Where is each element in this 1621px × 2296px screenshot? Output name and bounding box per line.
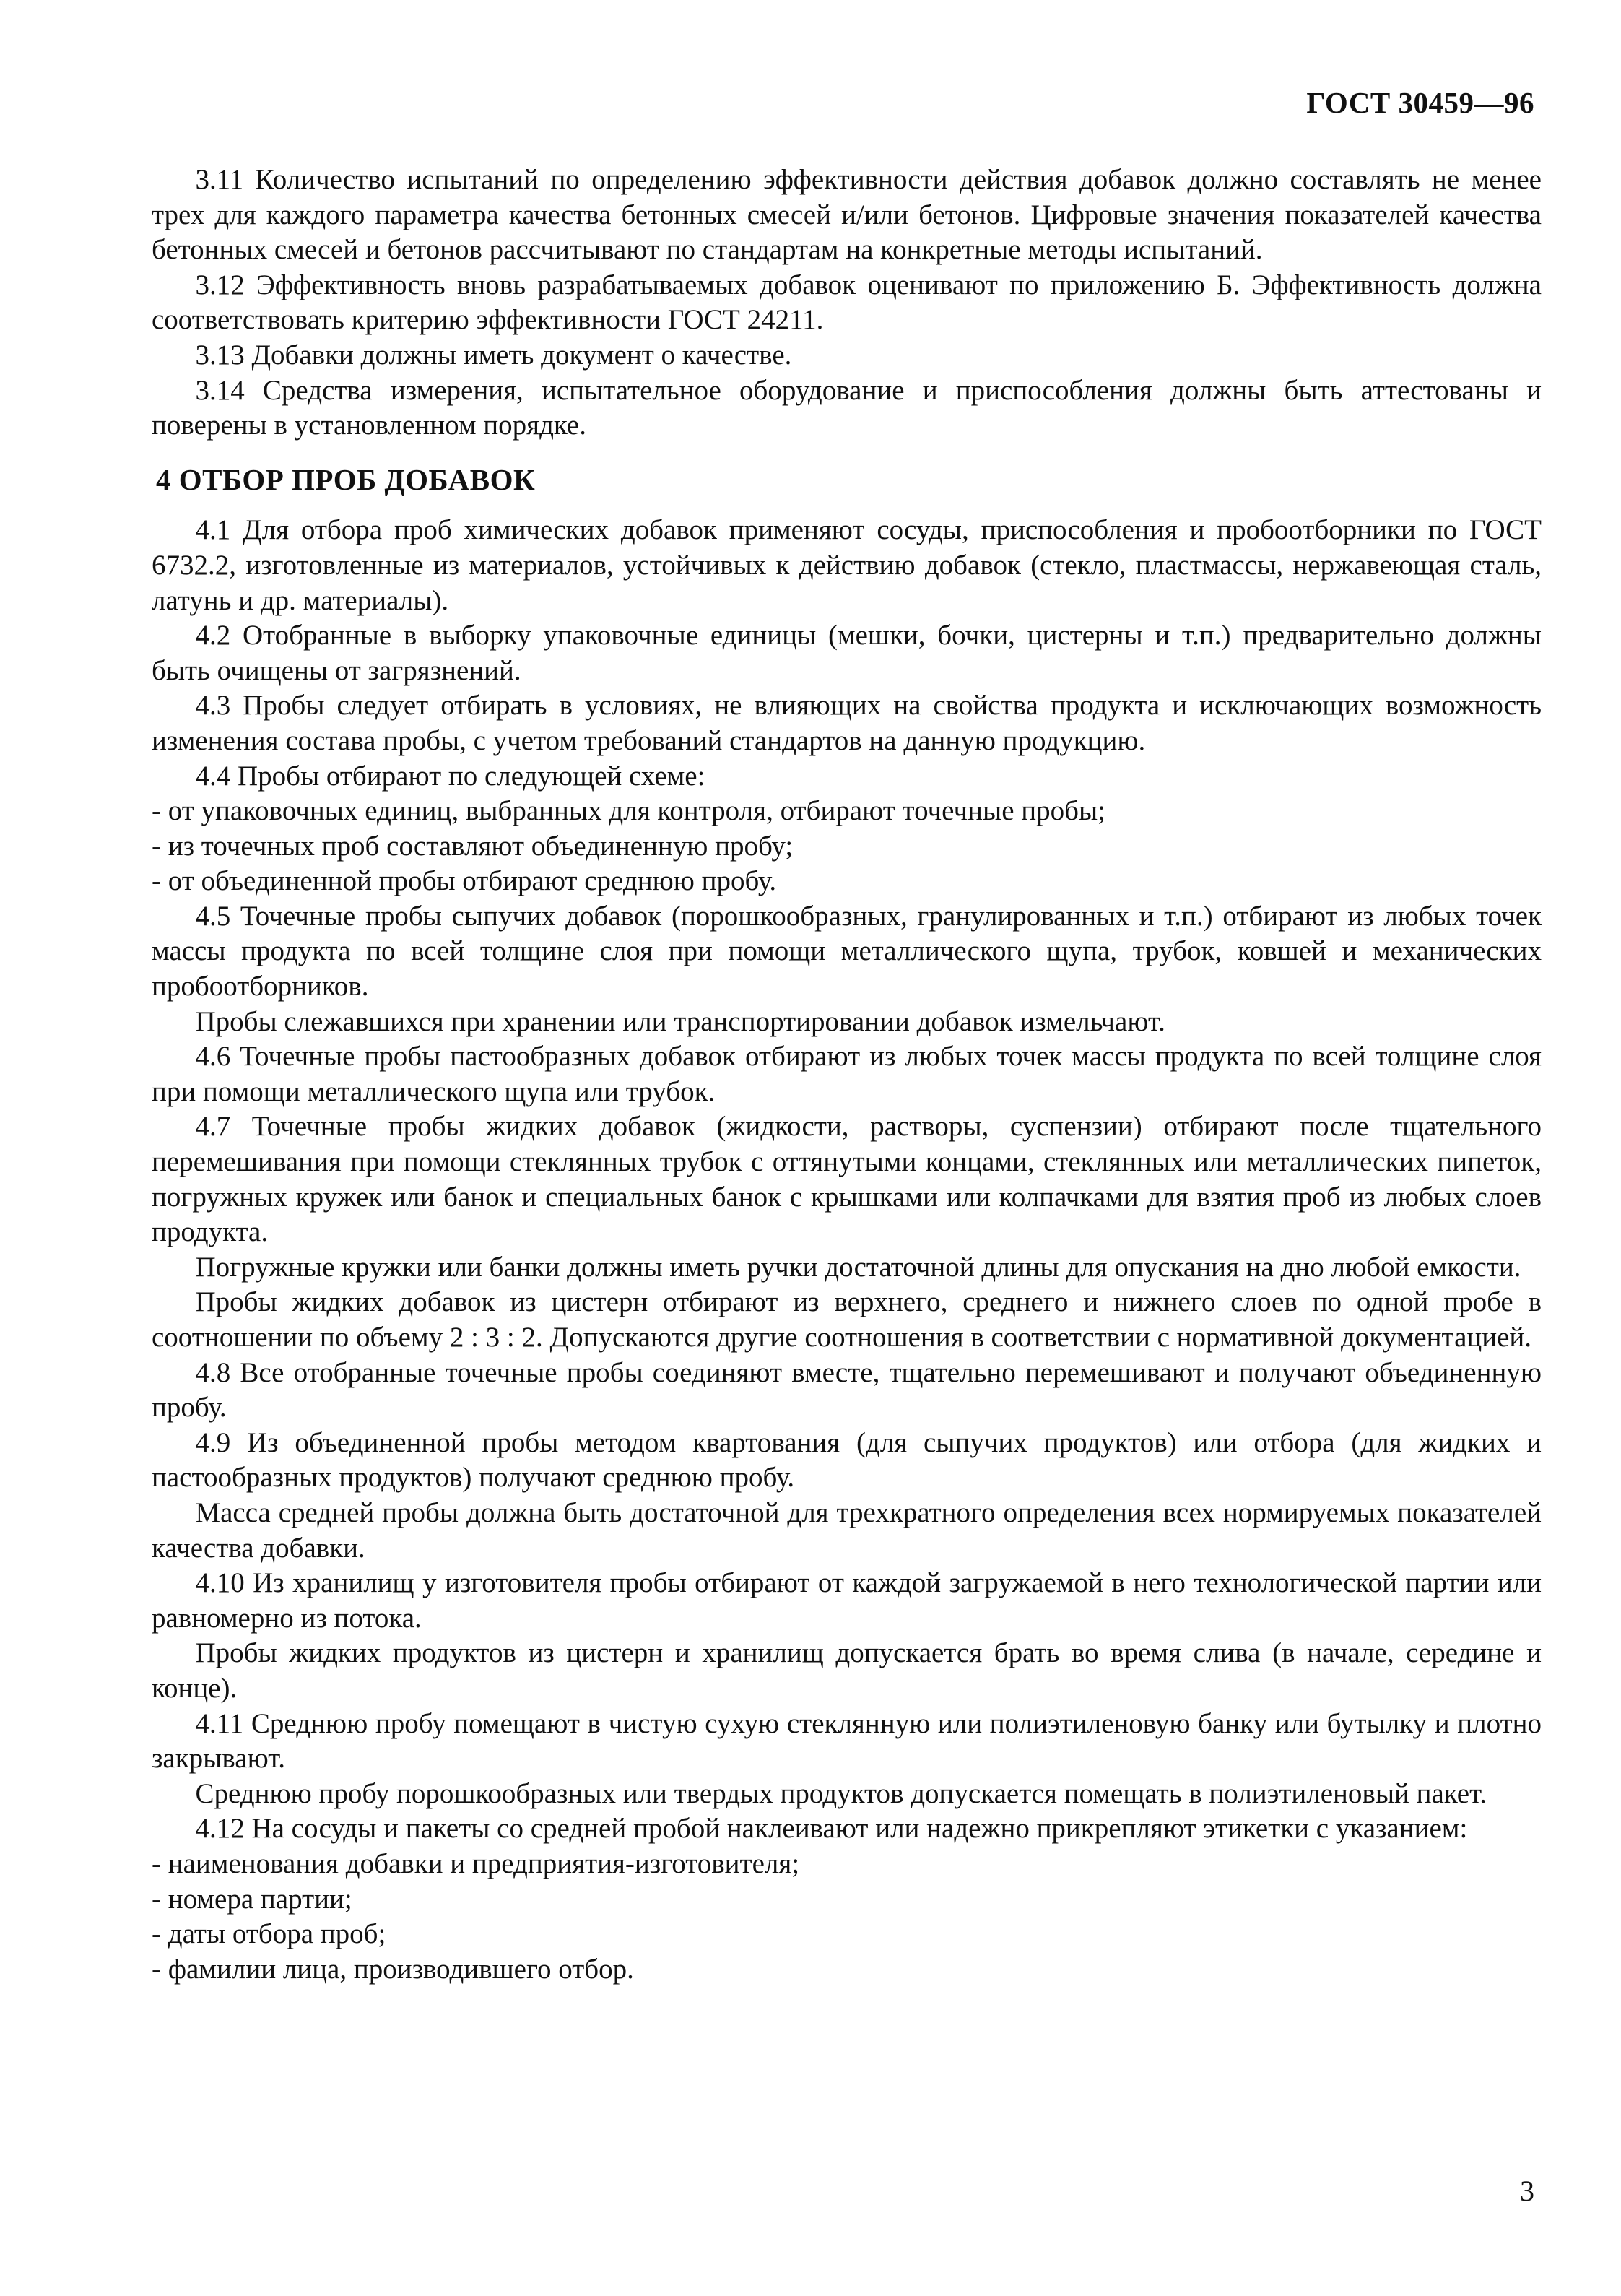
list-item: - фамилии лица, производившего отбор. [152,1953,634,1985]
clause-4-5: 4.5 Точечные пробы сыпучих добавок (порошкообразных, гранулированных и т.п.) отбирают из любых точек массы продукта по всей толщине слоя при помощи металлического щупа, трубок, ковшей и механических пробоотборников. [152,900,1542,1002]
list-item: - номера партии; [152,1883,352,1915]
list-item: - даты отбора проб; [152,1918,386,1950]
list-item: - наименования добавки и предприятия-изготовителя; [152,1847,800,1879]
clause-4-9-paragraph: Масса средней пробы должна быть достаточной для трехкратного определения всех нормируемых показателей качества добавки. [152,1496,1542,1564]
clause-4-8: 4.8 Все отобранные точечные пробы соединяют вместе, тщательно перемешивают и получают объединенную пробу. [152,1356,1542,1424]
clause-3-14: 3.14 Средства измерения, испытательное оборудование и приспособления должны быть аттестованы и поверены в установленном порядке. [152,374,1542,441]
clause-4-7-paragraph-c: Пробы жидких добавок из цистерн отбирают из верхнего, среднего и нижнего слоев по одной пробе в соотношении по объему 2 : 3 : 2. Допускаются другие соотношения в соответствии с нормативной документацией. [152,1286,1542,1353]
clause-4-11: 4.11 Среднюю пробу помещают в чистую сухую стеклянную или полиэтиленовую банку или бутылку и плотно закрывают. [152,1707,1542,1775]
clause-3-11: 3.11 Количество испытаний по определению эффективности действия добавок должно составлять не менее трех для каждого параметра качества бетонных смесей и/или бетонов. Цифровые значения показателей качества бетонных смесей и бетонов рассчитывают по стандартам на конкретные методы испытаний. [152,164,1542,266]
section-4-heading: 4 ОТБОР ПРОБ ДОБАВОК [156,462,536,496]
clause-4-12: 4.12 На сосуды и пакеты со средней пробой наклеивают или надежно прикрепляют этикетки с указанием: [195,1813,1468,1845]
clause-4-3: 4.3 Пробы следует отбирать в условиях, не влияющих на свойства продукта и исключающих возможность изменения состава пробы, с учетом требований стандартов на данную продукцию. [152,690,1542,756]
clause-4-2: 4.2 Отобранные в выборку упаковочные единицы (мешки, бочки, цистерны и т.п.) предварительно должны быть очищены от загрязнений. [152,620,1542,686]
page-body [152,163,1542,1987]
clause-4-11-paragraph: Среднюю пробу порошкообразных или твердых продуктов допускается помещать в полиэтиленовый пакет. [195,1777,1487,1809]
clause-4-10: 4.10 Из хранилищ у изготовителя пробы отбирают от каждой загружаемой в него технологической партии или равномерно из потока. [152,1567,1542,1634]
clause-4-7-paragraph-b: Погружные кружки или банки должны иметь ручки достаточной длины для опускания на дно любой емкости. [195,1251,1521,1283]
clause-4-4: 4.4 Пробы отбирают по следующей схеме: [195,760,705,792]
list-item: - от объединенной пробы отбирают среднюю пробу. [152,865,777,897]
clause-3-13: 3.13 Добавки должны иметь документ о качестве. [195,339,792,371]
clause-4-7: 4.7 Точечные пробы жидких добавок (жидкости, растворы, суспензии) отбирают после тщательного перемешивания при помощи стеклянных трубок с оттянутыми концами, стеклянных или металлических пипеток, погружных кружек или банок и специальных банок с крышками или колпачками для взятия проб из любых слоев продукта. [152,1111,1542,1248]
page-number: 3 [1520,2175,1534,2207]
clause-3-12: 3.12 Эффективность вновь разрабатываемых добавок оценивают по приложению Б. Эффективность должна соответствовать критерию эффективности ГОСТ 24211. [152,269,1542,336]
list-item: - из точечных проб составляют объединенную пробу; [152,830,794,862]
clause-4-6: 4.6 Точечные пробы пастообразных добавок отбирают из любых точек массы продукта по всей толщине слоя при помощи металлического щупа или трубок. [152,1041,1542,1107]
list-item: - от упаковочных единиц, выбранных для контроля, отбирают точечные пробы; [152,795,1106,827]
standard-number-header: ГОСТ 30459—96 [1306,86,1534,119]
clause-4-9: 4.9 Из объединенной пробы методом квартования (для сыпучих продуктов) или отбора (для жидких и пастообразных продуктов) получают среднюю пробу. [152,1426,1542,1494]
clause-4-5-paragraph: Пробы слежавшихся при хранении или транспортировании добавок измельчают. [195,1005,1165,1037]
clause-4-1: 4.1 Для отбора проб химических добавок применяют сосуды, приспособления и пробоотборники по ГОСТ 6732.2, изготовленные из материалов, устойчивых к действию добавок (стекло, пластмассы, нержавеющая сталь, латунь и др. материалы). [152,514,1542,616]
clause-4-10-paragraph: Пробы жидких продуктов из цистерн и хранилищ допускается брать во время слива (в начале, середине и конце). [152,1637,1542,1704]
